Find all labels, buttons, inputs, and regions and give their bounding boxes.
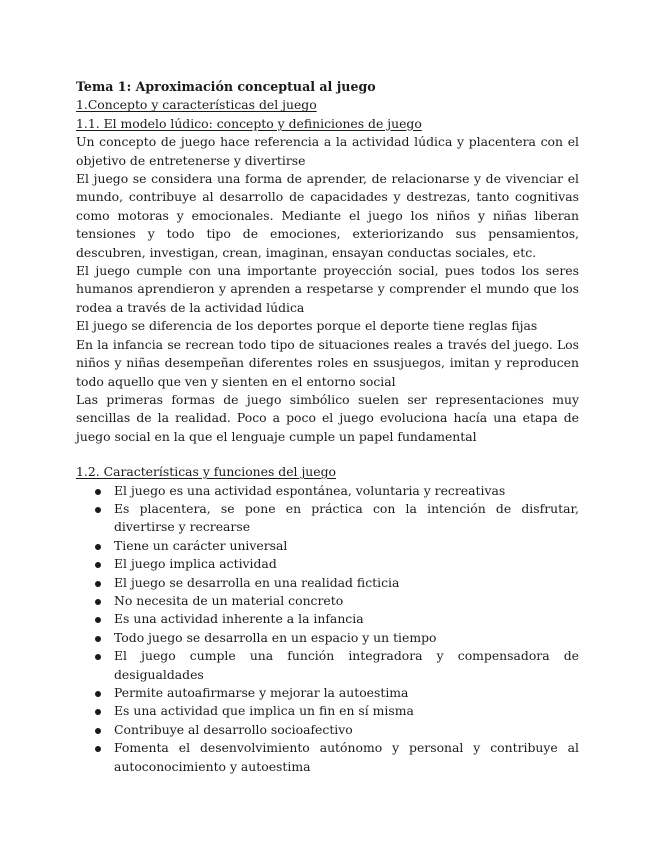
list-item xyxy=(76,647,579,684)
list-item-text: Es una actividad inherente a la infancia xyxy=(114,611,364,627)
paragraph-concepto: Un concepto de juego hace referencia a la actividad lúdica y placentera con el objetivo de entretenerse y divertirse xyxy=(76,134,579,168)
list-item xyxy=(76,684,579,702)
bullet-icon xyxy=(95,691,101,697)
list-item-text: Fomenta el desenvolvimiento autónomo y personal y contribuye al autoconocimiento y autoestima xyxy=(114,740,579,774)
bullet-icon xyxy=(95,544,101,550)
paragraph-spacer xyxy=(76,446,579,463)
list-item-text: No necesita de un material concreto xyxy=(114,592,344,608)
subsection-heading-caracteristicas: 1.2. Características y funciones del juego xyxy=(76,464,336,480)
list-item-text: El juego es una actividad espontánea, voluntaria y recreativas xyxy=(114,482,506,498)
list-item-text: El juego implica actividad xyxy=(114,556,277,572)
list-item-text: Todo juego se desarrolla en un espacio y un tiempo xyxy=(114,629,437,645)
paragraph-proyeccion-social: El juego cumple con una importante proyección social, pues todos los seres humanos aprendieron y aprenden a respetarse y comprender el mundo que los rodea a través de la actividad lúdica xyxy=(76,263,579,315)
paragraph-forma-aprender: El juego se considera una forma de aprender, de relacionarse y de vivenciar el mundo, contribuye al desarrollo de capacidades y destrezas, tanto cognitivas como motoras y emocionales. Mediante el juego los niños y niñas liberan tensiones y todo tipo de emociones, exteriorizando sus pensamientos, descubren, investigan, crean, imaginan, ensayan conductas sociales, etc. xyxy=(76,171,579,260)
bullet-icon xyxy=(95,746,101,752)
list-item xyxy=(76,721,579,739)
bullet-icon xyxy=(95,709,101,715)
subsection-heading-modelo-ludico: 1.1. El modelo lúdico: concepto y definiciones de juego xyxy=(76,115,422,131)
list-item xyxy=(76,610,579,628)
bullet-icon xyxy=(95,562,101,568)
bullet-icon xyxy=(95,581,101,587)
list-item xyxy=(76,702,579,720)
list-item xyxy=(76,629,579,647)
list-item-text: Tiene un carácter universal xyxy=(114,537,288,553)
bullet-icon xyxy=(95,654,101,660)
list-item-text: Contribuye al desarrollo socioafectivo xyxy=(114,721,353,737)
paragraph-deportes: El juego se diferencia de los deportes porque el deporte tiene reglas fijas xyxy=(76,318,538,334)
list-item-text: Permite autoafirmarse y mejorar la autoestima xyxy=(114,685,409,700)
list-item xyxy=(76,537,579,555)
document-title: Tema 1: Aproximación conceptual al juego xyxy=(76,79,376,94)
bullet-icon xyxy=(95,489,101,495)
section-heading-concepto: 1.Concepto y características del juego xyxy=(76,97,317,113)
bullet-icon xyxy=(95,636,101,642)
paragraph-infancia: En la infancia se recrean todo tipo de situaciones reales a través del juego. Los niños y niñas desempeñan diferentes roles en ssusjuegos, imitan y reproducen todo aquello que ven y sienten en el entorno social xyxy=(76,336,579,389)
characteristics-list xyxy=(76,482,579,777)
list-item xyxy=(76,739,579,776)
list-item xyxy=(76,574,579,592)
bullet-icon xyxy=(95,507,101,513)
list-item-text: El juego cumple una función integradora y compensadora de desigualdades xyxy=(114,648,579,682)
bullet-icon xyxy=(95,728,101,734)
list-item xyxy=(76,592,579,610)
bullet-icon xyxy=(95,617,101,623)
list-item-text: El juego se desarrolla en una realidad ficticia xyxy=(114,574,400,590)
list-item xyxy=(76,482,579,500)
list-item xyxy=(76,555,579,573)
paragraph-juego-simbolico: Las primeras formas de juego simbólico suelen ser representaciones muy sencillas de la realidad. Poco a poco el juego evoluciona hacía una etapa de juego social en la que el lenguaje cumple un papel fundamental xyxy=(76,391,579,444)
list-item-text: Es placentera, se pone en práctica con la intención de disfrutar, divertirse y recrearse xyxy=(114,500,579,535)
list-item xyxy=(76,500,579,537)
list-item-text: Es una actividad que implica un fin en sí misma xyxy=(114,703,414,719)
document-page xyxy=(76,78,579,776)
bullet-icon xyxy=(95,599,101,605)
